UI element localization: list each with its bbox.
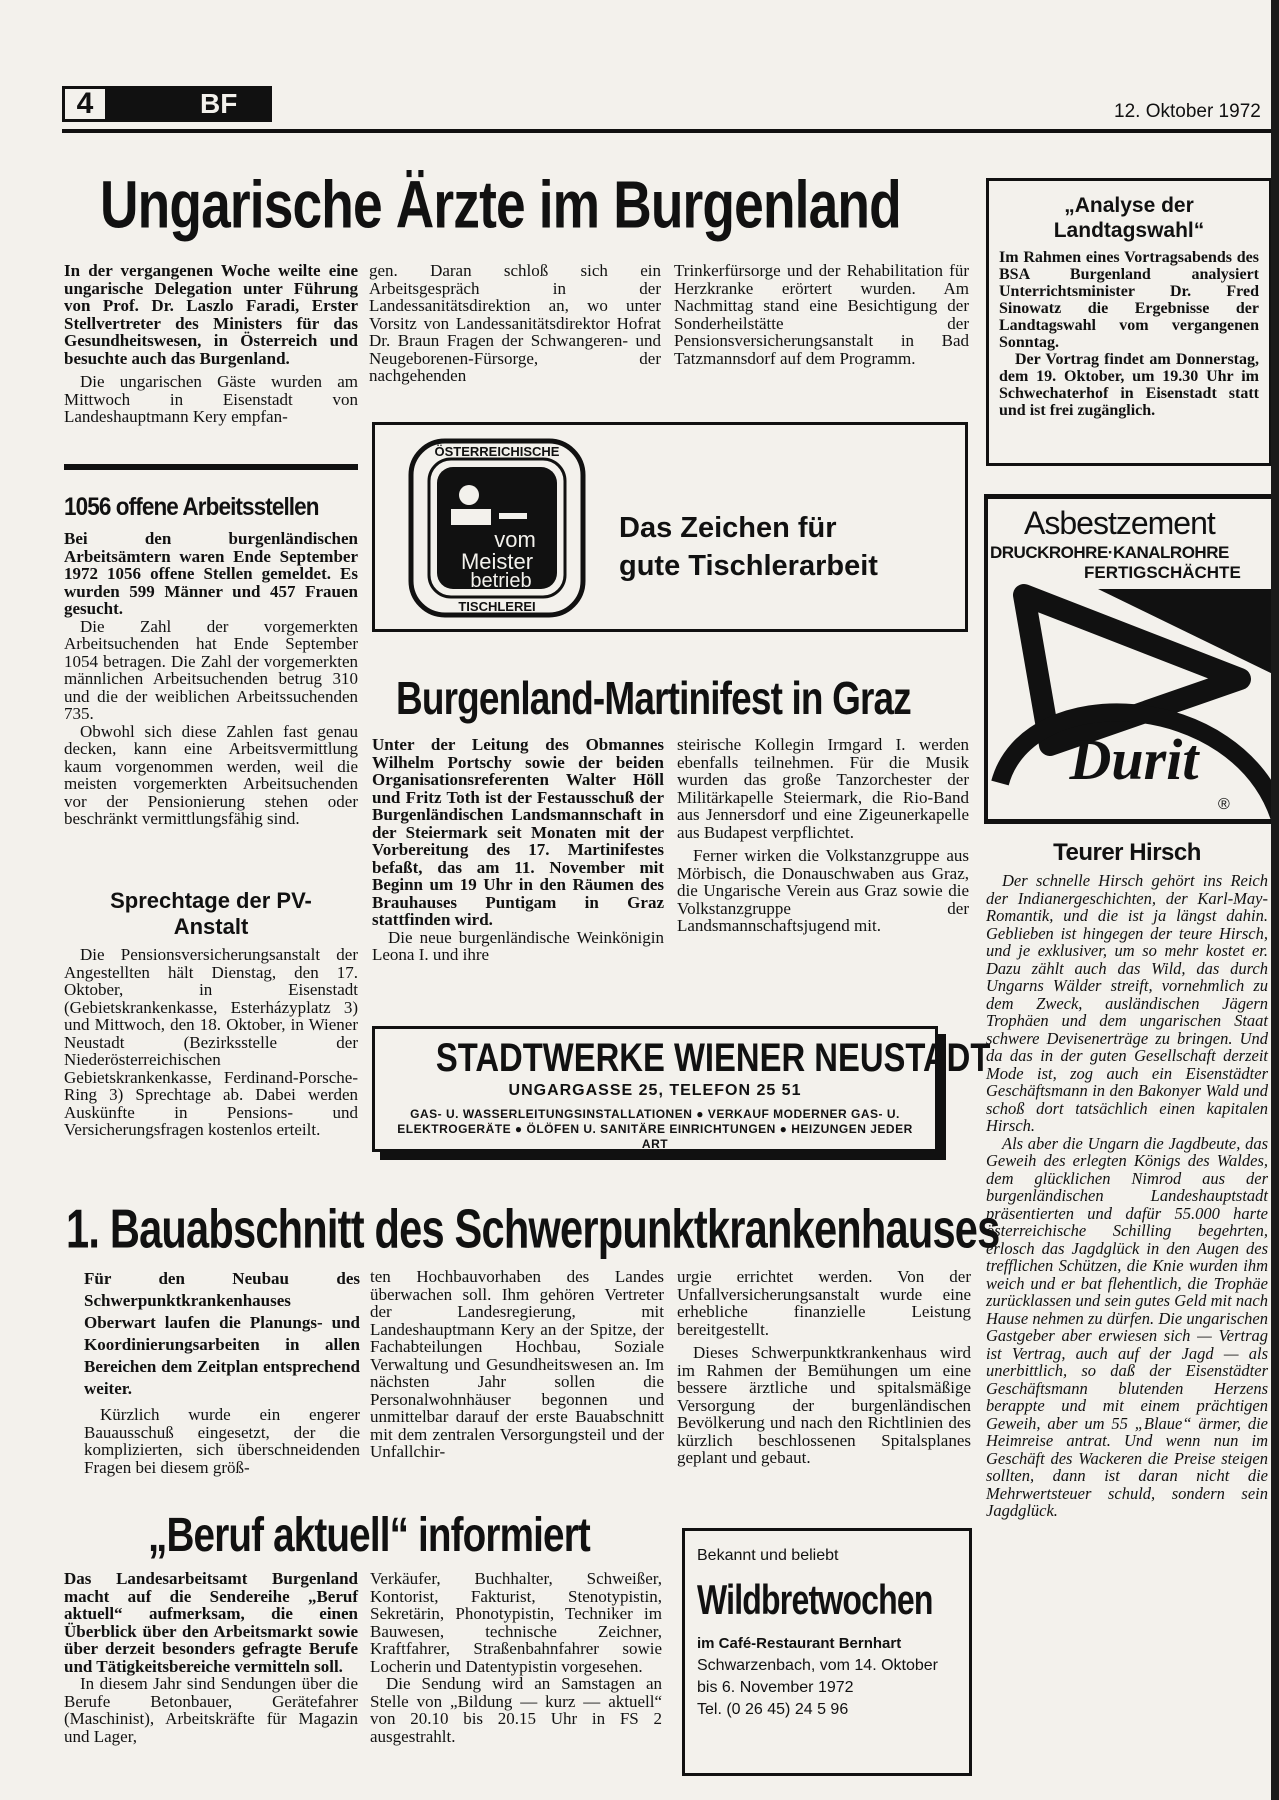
hospital-paragraph: Kürzlich wurde ein engerer Bauausschuß eingesetzt, der die komplizierten, sich überschneidenden Fragen bei diesem größ- — [84, 1405, 360, 1477]
wild-title: Wildbretwochen — [697, 1577, 933, 1624]
jobs-title: 1056 offene Arbeitsstellen — [64, 493, 319, 521]
issue-date: 12. Oktober 1972 — [1114, 101, 1261, 122]
beruf-lead: Das Landesarbeitsamt Burgenland macht auf die Sendereihe „Beruf aktuell“ aufmerksam, die einen Überblick über den Arbeitsmarkt sowie über derzeit besonders gefragte Berufe und Tätigkeitsbereiche vermitteln soll. — [64, 1569, 358, 1676]
beruf-col1 — [64, 1570, 358, 1745]
pv-article — [64, 888, 358, 1139]
beruf-paragraph: In diesem Jahr sind Sendungen über die Berufe Betonbauer, Gerätefahrer (Maschinist), Arbeitskräfte für Magazin und Lager, — [64, 1674, 358, 1746]
main-headline: Ungarische Ärzte im Burgenland — [100, 168, 901, 243]
badge-line-3: betrieb — [470, 570, 532, 592]
jobs-paragraph: Die Zahl der vorgemerkten Arbeitsuchenden hat Ende September 1054 betragen. Die Zahl der vorgemerkten männlichen Arbeitsuchenden betrug 310 und die der weiblichen Arbeitssuchenden 735. — [64, 616, 358, 723]
hospital-paragraph: urgie errichtet werden. Von der Unfallversicherungsanstalt wurde eine erhebliche finanzielle Leistung bereitgestellt. — [677, 1267, 971, 1339]
beruf-headline: „Beruf aktuell“ informiert — [148, 1507, 590, 1562]
martini-paragraph: Ferner wirken die Volkstanzgruppe aus Mörbisch, die Donauschwaben aus Graz, die Ungarische Verein aus Graz sowie die Volkstanzgruppe der Landsmannschaftsjugend mit. — [677, 846, 969, 935]
main-article-paragraph: Die ungarischen Gäste wurden am Mittwoch in Eisenstadt von Landeshauptmann Kery empfan- — [64, 372, 358, 426]
slogan-line-1: Das Zeichen für — [619, 512, 837, 544]
wild-ad — [682, 1528, 972, 1776]
hospital-headline: 1. Bauabschnitt des Schwerpunktkrankenhauses — [66, 1199, 1000, 1260]
hospital-col2 — [370, 1268, 664, 1461]
stadtwerke-address: UNGARGASSE 25, TELEFON 25 51 — [508, 1082, 802, 1099]
meisterbetrieb-logo — [407, 437, 587, 619]
beruf-col2 — [370, 1570, 662, 1745]
jobs-body — [64, 530, 358, 828]
logo-ring-bottom: TISCHLEREI — [458, 599, 536, 614]
hospital-paragraph: Dieses Schwerpunktkrankenhaus wird im Rahmen der Bemühungen um eine bessere ärztliche und spitalsmäßige Versorgung der burgenländischen Bevölkerung und nach den Richtlinien des kürzlich beschlossenen Spitalsplanes geplant und gebaut. — [677, 1343, 971, 1467]
wild-line-3: Schwarzenbach, vom 14. Oktober — [697, 1657, 939, 1674]
martini-col1 — [372, 736, 664, 964]
martini-col2 — [677, 736, 969, 935]
beruf-paragraph: Die Sendung wird an Samstagen an Stelle von „Bildung — kurz — aktuell“ von 20.10 bis 20.15 Uhr in FS 2 ausgestrahlt. — [370, 1674, 662, 1746]
craftsman-icon — [459, 485, 479, 505]
badge-line-2: Meister — [460, 549, 534, 574]
durit-brand: Durit — [1069, 727, 1199, 792]
asbest-line-2: DRUCKROHRE·KANALROHRE — [990, 543, 1229, 562]
hospital-lead: Für den Neubau des Schwerpunktkrankenhauses Oberwart laufen die Planungs- und Koordinierungsarbeiten in allen Bereichen dem Zeitplan entsprechend weiter. — [84, 1269, 360, 1398]
pv-title: Sprechtage der PV-Anstalt — [110, 888, 312, 939]
hospital-paragraph: ten Hochbauvorhaben des Landes überwachen soll. Ihm gehören Vertreter der Landesregierung, mit Landeshauptmann Kery an der Spitze, der Fachabteilungen Hochbau, Soziale Verwaltung und Gesundheitswesen an. Im nächsten Jahr sollen die Personalwohnhäuser begonnen und unmittelbar darauf der erste Bauabschnitt mit dem zentralen Versorgungsteil und der Unfallchir- — [370, 1267, 664, 1461]
wild-line-2: im Café-Restaurant Bernhart — [697, 1635, 902, 1652]
asbest-line-3: FERTIGSCHÄCHTE — [1084, 563, 1241, 582]
jobs-article — [64, 492, 358, 828]
main-article-col1 — [64, 262, 358, 426]
martini-paragraph: Die neue burgenländische Weinkönigin Leona I. und ihre — [372, 927, 664, 964]
beruf-paragraph: Verkäufer, Buchhalter, Schweißer, Kontorist, Fakturist, Stenotypistin, Sekretärin, Phonotypistin, Techniker im Bauwesen, technische Zeichner, Kraftfahrer, Straßenbahnfahrer sowie Locherin und Datentypistin vorgesehen. — [370, 1569, 662, 1676]
badge-line-1: vom — [494, 527, 536, 552]
main-article-lead: In der vergangenen Woche weilte eine ungarische Delegation unter Führung von Prof. Dr. Laszlo Faradi, Erster Stellvertreter des Ministers für das Gesundheitswesen, in Österreich und besuchte auch das Burgenland. — [64, 261, 358, 368]
hirsch-paragraph: Als aber die Ungarn die Jagdbeute, das Geweih des erlegten Königs des Waldes, dem glücklichen Nimrod aus der burgenländischen Landeshauptstadt präsentierten und dafür 55.000 harte österreichische Schilling begehrten, erlosch das Jagdglück in den Augen des trefflichen Schützen, die Knie wurden ihm weich und er bat flehentlich, die Trophäe zurücklassen und sein gutes Geld mit nach Hause nehmen zu dürfen. Die ungarischen Gastgeber aber erwiesen sich — Vertrag ist Vertrag, auch auf der Jagd — als unerbittlich, so daß der Eisenstädter Geschäftsmann blutenden Herzens berappte und mit einem prächtigen Geweih, aber um 55 „Blaue“ ärmer, die Heimreise antrat. Und wenn nun im Geschäft des Wackeren die Preise steigen sollten, dann ist daran nicht die Mehrwertsteuer schuld, sondern sein Jagdglück. — [986, 1133, 1268, 1520]
wild-line-5: Tel. (0 26 45) 24 5 96 — [697, 1701, 849, 1718]
page-number: 4 — [62, 86, 108, 122]
analyse-text — [999, 249, 1259, 419]
martini-lead: Unter der Leitung des Obmannes Wilhelm Portschy sowie der beiden Organisationsreferenten Walter Höll und Fritz Toth ist der Festausschuß der Burgenländischen Landsmannschaft in der Steiermark seit Monaten mit der Vorbereitung des 17. Martinifestes befaßt, das am 11. November mit Beginn um 19 Uhr in den Räumen des Brauhauses Puntigam in Graz stattfinden wird. — [372, 735, 664, 929]
section-label: BF — [108, 86, 272, 122]
main-article-col2 — [369, 262, 661, 385]
hospital-col1 — [84, 1268, 360, 1476]
hirsch-body — [986, 872, 1268, 1520]
header-rule — [62, 129, 1279, 133]
martini-paragraph: steirische Kollegin Irmgard I. werden ebenfalls teilnehmen. Für die Musik wurden das große Tanzorchester der Militärkapelle Steiermark, die Rio-Band aus Jennersdorf und eine Zigeunerkapelle aus Budapest verpflichtet. — [677, 735, 969, 842]
column-rule — [64, 464, 358, 470]
durit-registered: ® — [1218, 796, 1230, 813]
pv-paragraph: Die Pensionsversicherungsanstalt der Angestellten hält Dienstag, den 17. Oktober, in Eisenstadt (Gebietskrankenkasse, Esterházyplatz 3) und Mittwoch, den 18. Oktober, in Wiener Neustadt (Bezirksstelle der Niederösterreichischen Gebietskrankenkasse, Ferdinand-Porsche-Ring 3) Sprechtage ab. Dabei werden Auskünfte in Pensions- und Versicherungsfragen kostenlos erteilt. — [64, 945, 358, 1139]
stadtwerke-ad — [372, 1026, 991, 1152]
asbest-title: Asbestzement — [1024, 505, 1215, 541]
asbest-ad — [984, 494, 1279, 824]
tischler-slogan — [619, 509, 878, 585]
hirsch-article — [986, 838, 1268, 1520]
martini-headline: Burgenland-Martinifest in Graz — [396, 673, 911, 725]
durit-logo — [988, 569, 1279, 824]
analyse-paragraph: Im Rahmen eines Vortragsabends des BSA Burgenland analysiert Unterrichtsminister Dr. Fred Sinowatz die Ergebnisse der Landtagswahl vom vergangenen Sonntag. — [999, 249, 1259, 351]
stadtwerke-services: GAS- U. WASSERLEITUNGSINSTALLATIONEN ● VERKAUF MODERNER GAS- U. ELEKTROGERÄTE ● ÖLÖFEN U. SANITÄRE EINRICHTUNGEN ● HEIZUNGEN JEDER ART — [397, 1107, 913, 1151]
tischler-ad — [372, 422, 968, 632]
wild-line-1: Bekannt und beliebt — [697, 1547, 839, 1564]
analyse-paragraph: Der Vortrag findet am Donnerstag, dem 19. Oktober, um 19.30 Uhr im Schwechaterhof in Eisenstadt statt und ist frei zugänglich. — [999, 351, 1259, 419]
main-article-paragraph: gen. Daran schloß sich ein Arbeitsgespräch in der Landessanitätsdirektion an, wo unter Vorsitz von Landessanitätsdirektor Hofrat Dr. Braun Fragen der Schwangeren- und Neugeborenen-Fürsorge, der nachgehenden — [369, 261, 661, 385]
hospital-col3 — [677, 1268, 971, 1467]
slogan-line-2: gute Tischlerarbeit — [619, 550, 878, 582]
pv-body — [64, 946, 358, 1139]
stadtwerke-title: STADTWERKE WIENER NEUSTADT — [435, 1036, 991, 1080]
jobs-paragraph: Obwohl sich diese Zahlen fast genau decken, kann eine Arbeitsvermittlung kaum vorgenommen werden, weil die meisten vorgemerkten Arbeitsuchenden vor der Pensionierung stehen oder beschränkt vermittlungsfähig sind. — [64, 721, 358, 828]
analyse-title: „Analyse der Landtagswahl“ — [1053, 194, 1205, 242]
main-article-col3 — [674, 262, 969, 367]
main-article-paragraph: Trinkerfürsorge und der Rehabilitation für Herzkranke erörtert wurden. Am Nachmittag stand eine Besichtigung der Sonderheilstätte der Pensionsversicherungsanstalt in Bad Tatzmannsdorf auf dem Programm. — [674, 261, 969, 368]
wild-line-4: bis 6. November 1972 — [697, 1679, 854, 1696]
analyse-box — [986, 178, 1272, 466]
hirsch-title: Teurer Hirsch — [1053, 839, 1201, 866]
hirsch-paragraph: Der schnelle Hirsch gehört ins Reich der Indianergeschichten, der Karl-May-Romantik, und die ist ja längst dahin. Geblieben ist hingegen der teure Hirsch, und je exklusiver, um so mehr kostet er. Dazu zählt auch das Wild, das durch Ungarns Wälder streift, vornehmlich zu dem Zweck, ausländischen Jägern Trophäen und dem ungarischen Staat schwere Devisenerträge zu bringen. Und da das in der guten Gesellschaft derzeit Mode ist, zog auch ein Eisenstädter Geschäftsmann in den Bakonyer Wald und schoß dort tatsächlich einen kapitalen Hirsch. — [986, 871, 1268, 1135]
page-edge — [1271, 0, 1279, 1800]
logo-ring-top: ÖSTERREICHISCHE — [434, 444, 560, 459]
jobs-lead: Bei den burgenländischen Arbeitsämtern waren Ende September 1972 1056 offene Stellen gemeldet. Es wurden 599 Männer und 457 Frauen gesucht. — [64, 529, 358, 618]
